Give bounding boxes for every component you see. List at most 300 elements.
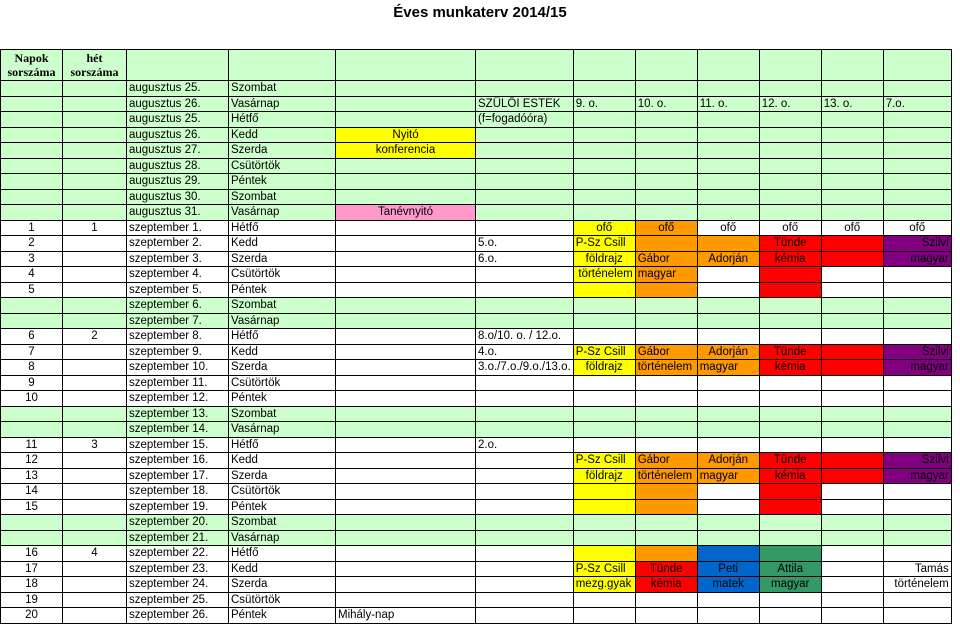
plan-cell	[821, 127, 883, 143]
plan-cell	[821, 282, 883, 298]
day-number-cell: 16	[1, 546, 63, 562]
date-cell: augusztus 28.	[127, 158, 229, 174]
week-number-cell	[63, 282, 127, 298]
date-cell: szeptember 9.	[127, 344, 229, 360]
plan-cell	[635, 112, 697, 128]
plan-cell	[821, 236, 883, 252]
plan-cell	[883, 267, 951, 283]
weekday-cell: Péntek	[229, 391, 336, 407]
day-number-cell	[1, 406, 63, 422]
day-number-cell	[1, 127, 63, 143]
plan-cell	[476, 577, 574, 593]
plan-cell	[336, 546, 476, 562]
plan-cell: Tünde	[635, 561, 697, 577]
week-number-cell	[63, 515, 127, 531]
plan-cell	[821, 608, 883, 624]
plan-cell	[336, 267, 476, 283]
plan-cell	[883, 530, 951, 546]
plan-cell	[759, 298, 821, 314]
plan-cell	[697, 236, 759, 252]
plan-cell	[336, 406, 476, 422]
plan-cell: Tünde	[759, 236, 821, 252]
plan-cell	[821, 313, 883, 329]
plan-cell: kémia	[759, 468, 821, 484]
plan-cell	[759, 437, 821, 453]
week-number-cell	[63, 499, 127, 515]
day-number-cell: 5	[1, 282, 63, 298]
plan-cell	[573, 174, 635, 190]
week-number-cell: 3	[63, 437, 127, 453]
day-number-cell: 15	[1, 499, 63, 515]
weekday-cell: Hétfő	[229, 112, 336, 128]
plan-cell	[697, 406, 759, 422]
plan-cell	[476, 515, 574, 531]
page-title: Éves munkaterv 2014/15	[393, 4, 567, 21]
weekday-cell: Szerda	[229, 468, 336, 484]
date-cell: szeptember 19.	[127, 499, 229, 515]
weekday-cell: Szombat	[229, 81, 336, 97]
plan-cell	[573, 81, 635, 97]
week-number-cell	[63, 189, 127, 205]
date-cell: augusztus 25.	[127, 81, 229, 97]
header-blank	[697, 50, 759, 81]
plan-cell	[883, 484, 951, 500]
plan-cell	[476, 530, 574, 546]
date-cell: szeptember 14.	[127, 422, 229, 438]
plan-cell	[759, 391, 821, 407]
plan-cell	[883, 375, 951, 391]
plan-cell: 4.o.	[476, 344, 574, 360]
table-row	[1, 546, 952, 562]
plan-cell	[821, 251, 883, 267]
plan-cell	[759, 189, 821, 205]
plan-cell	[759, 546, 821, 562]
plan-cell	[476, 468, 574, 484]
plan-cell	[476, 484, 574, 500]
plan-cell	[573, 422, 635, 438]
plan-cell	[759, 329, 821, 345]
plan-cell: (f=fogadóóra)	[476, 112, 574, 128]
plan-cell	[336, 158, 476, 174]
plan-cell: 6.o.	[476, 251, 574, 267]
plan-cell	[697, 313, 759, 329]
weekday-cell: Szombat	[229, 406, 336, 422]
plan-cell	[759, 81, 821, 97]
date-cell: augusztus 29.	[127, 174, 229, 190]
plan-cell	[883, 282, 951, 298]
plan-cell	[821, 468, 883, 484]
day-number-cell: 6	[1, 329, 63, 345]
date-cell: szeptember 16.	[127, 453, 229, 469]
week-number-cell	[63, 375, 127, 391]
day-number-cell: 2	[1, 236, 63, 252]
table-row	[1, 437, 952, 453]
table-row	[1, 329, 952, 345]
weekday-cell: Péntek	[229, 499, 336, 515]
plan-cell	[821, 189, 883, 205]
plan-cell	[883, 437, 951, 453]
plan-cell	[573, 406, 635, 422]
day-number-cell: 10	[1, 391, 63, 407]
plan-cell	[821, 546, 883, 562]
week-number-cell	[63, 391, 127, 407]
plan-cell	[821, 577, 883, 593]
plan-cell	[336, 391, 476, 407]
plan-cell	[759, 499, 821, 515]
day-number-cell	[1, 174, 63, 190]
day-number-cell	[1, 189, 63, 205]
date-cell: szeptember 15.	[127, 437, 229, 453]
plan-cell	[821, 437, 883, 453]
table-row	[1, 282, 952, 298]
week-number-cell	[63, 158, 127, 174]
plan-cell	[336, 437, 476, 453]
plan-cell	[635, 127, 697, 143]
plan-cell: ofő	[573, 220, 635, 236]
plan-cell	[759, 143, 821, 159]
plan-cell	[336, 112, 476, 128]
plan-cell	[635, 282, 697, 298]
weekday-cell: Csütörtök	[229, 267, 336, 283]
plan-cell	[635, 174, 697, 190]
plan-cell	[476, 406, 574, 422]
plan-cell	[476, 143, 574, 159]
plan-cell	[336, 468, 476, 484]
table-row	[1, 96, 952, 112]
plan-cell	[821, 112, 883, 128]
plan-cell	[759, 267, 821, 283]
plan-cell: történelem	[883, 577, 951, 593]
table-row	[1, 174, 952, 190]
weekday-cell: Hétfő	[229, 329, 336, 345]
date-cell: szeptember 13.	[127, 406, 229, 422]
plan-cell	[759, 375, 821, 391]
weekday-cell: Szombat	[229, 189, 336, 205]
plan-cell	[635, 81, 697, 97]
work-plan-table-wrap	[0, 49, 952, 624]
plan-cell: ofő	[635, 220, 697, 236]
header-week-number	[63, 50, 127, 81]
plan-cell	[476, 298, 574, 314]
week-number-cell	[63, 344, 127, 360]
date-cell: szeptember 11.	[127, 375, 229, 391]
plan-cell	[573, 127, 635, 143]
plan-cell: Mihály-nap	[336, 608, 476, 624]
weekday-cell: Hétfő	[229, 546, 336, 562]
plan-cell	[759, 127, 821, 143]
plan-cell: P-Sz Csill	[573, 344, 635, 360]
plan-cell: földrajz	[573, 468, 635, 484]
header-blank	[127, 50, 229, 81]
plan-cell	[336, 592, 476, 608]
date-cell: szeptember 26.	[127, 608, 229, 624]
table-row	[1, 406, 952, 422]
weekday-cell: Szerda	[229, 577, 336, 593]
plan-cell	[476, 313, 574, 329]
day-number-cell: 3	[1, 251, 63, 267]
date-cell: augusztus 30.	[127, 189, 229, 205]
header-blank	[635, 50, 697, 81]
date-cell: szeptember 8.	[127, 329, 229, 345]
plan-cell: 5.o.	[476, 236, 574, 252]
header-row	[1, 50, 952, 81]
table-row	[1, 422, 952, 438]
table-row	[1, 298, 952, 314]
plan-cell	[697, 112, 759, 128]
plan-cell	[635, 205, 697, 221]
plan-cell	[336, 499, 476, 515]
plan-cell	[635, 189, 697, 205]
plan-cell	[573, 592, 635, 608]
weekday-cell: Vasárnap	[229, 313, 336, 329]
plan-cell: történelem	[635, 360, 697, 376]
table-row	[1, 313, 952, 329]
plan-cell	[759, 592, 821, 608]
plan-cell: ofő	[883, 220, 951, 236]
plan-cell: Gábor	[635, 453, 697, 469]
plan-cell	[635, 437, 697, 453]
date-cell: szeptember 21.	[127, 530, 229, 546]
weekday-cell: Szerda	[229, 360, 336, 376]
plan-cell	[573, 189, 635, 205]
plan-cell	[635, 484, 697, 500]
plan-cell	[635, 592, 697, 608]
plan-cell: Adorján	[697, 453, 759, 469]
plan-cell: Gábor	[635, 251, 697, 267]
weekday-cell: Kedd	[229, 127, 336, 143]
plan-cell: 10. o.	[635, 96, 697, 112]
plan-cell	[635, 375, 697, 391]
date-cell: szeptember 2.	[127, 236, 229, 252]
plan-cell: SZÜLŐI ESTEK	[476, 96, 574, 112]
weekday-cell: Szerda	[229, 143, 336, 159]
plan-cell	[476, 561, 574, 577]
plan-cell	[635, 515, 697, 531]
plan-cell: Tamás	[883, 561, 951, 577]
plan-cell	[883, 127, 951, 143]
day-number-cell	[1, 530, 63, 546]
week-number-cell	[63, 205, 127, 221]
plan-cell: 2.o.	[476, 437, 574, 453]
plan-cell	[635, 391, 697, 407]
table-row	[1, 608, 952, 624]
plan-cell	[821, 515, 883, 531]
plan-cell: 12. o.	[759, 96, 821, 112]
date-cell: szeptember 6.	[127, 298, 229, 314]
table-row	[1, 391, 952, 407]
table-row	[1, 220, 952, 236]
day-number-cell: 7	[1, 344, 63, 360]
day-number-cell	[1, 205, 63, 221]
plan-cell	[336, 561, 476, 577]
weekday-cell: Vasárnap	[229, 422, 336, 438]
plan-cell	[336, 174, 476, 190]
table-row	[1, 143, 952, 159]
plan-cell: magyar	[697, 468, 759, 484]
plan-cell	[476, 499, 574, 515]
plan-cell: Peti	[697, 561, 759, 577]
plan-cell: földrajz	[573, 251, 635, 267]
weekday-cell: Csütörtök	[229, 484, 336, 500]
day-number-cell	[1, 143, 63, 159]
plan-cell	[883, 313, 951, 329]
plan-cell	[336, 313, 476, 329]
plan-cell	[336, 329, 476, 345]
week-number-cell: 2	[63, 329, 127, 345]
header-blank	[883, 50, 951, 81]
week-number-cell: 4	[63, 546, 127, 562]
plan-cell	[883, 205, 951, 221]
plan-cell	[821, 530, 883, 546]
week-number-cell	[63, 406, 127, 422]
plan-cell: magyar	[883, 251, 951, 267]
plan-cell	[883, 112, 951, 128]
plan-cell: kémia	[759, 251, 821, 267]
plan-cell	[476, 81, 574, 97]
plan-cell	[635, 422, 697, 438]
plan-cell	[476, 220, 574, 236]
weekday-cell: Vasárnap	[229, 530, 336, 546]
plan-cell	[697, 437, 759, 453]
plan-cell	[883, 608, 951, 624]
date-cell: augusztus 26.	[127, 96, 229, 112]
plan-cell	[635, 329, 697, 345]
day-number-cell: 18	[1, 577, 63, 593]
plan-cell	[821, 81, 883, 97]
day-number-cell: 4	[1, 267, 63, 283]
weekday-cell: Kedd	[229, 236, 336, 252]
date-cell: szeptember 5.	[127, 282, 229, 298]
plan-cell	[759, 484, 821, 500]
header-blank	[573, 50, 635, 81]
plan-cell: Tanévnyitó	[336, 205, 476, 221]
plan-cell	[573, 530, 635, 546]
plan-cell: ofő	[697, 220, 759, 236]
plan-cell	[336, 189, 476, 205]
plan-cell	[476, 127, 574, 143]
weekday-cell: Kedd	[229, 344, 336, 360]
plan-cell	[336, 422, 476, 438]
plan-cell	[821, 375, 883, 391]
plan-cell	[336, 96, 476, 112]
plan-cell	[476, 205, 574, 221]
plan-cell	[821, 561, 883, 577]
day-number-cell: 14	[1, 484, 63, 500]
plan-cell: mezg.gyak	[573, 577, 635, 593]
plan-cell	[476, 189, 574, 205]
date-cell: szeptember 7.	[127, 313, 229, 329]
plan-cell	[821, 499, 883, 515]
plan-cell: magyar	[759, 577, 821, 593]
header-week-number-line1: hét	[86, 51, 103, 65]
plan-cell	[697, 174, 759, 190]
plan-cell	[697, 298, 759, 314]
day-number-cell	[1, 313, 63, 329]
week-number-cell	[63, 112, 127, 128]
plan-cell	[573, 608, 635, 624]
table-row	[1, 112, 952, 128]
plan-cell	[883, 189, 951, 205]
plan-cell	[697, 546, 759, 562]
header-blank	[336, 50, 476, 81]
week-number-cell	[63, 267, 127, 283]
header-day-number	[1, 50, 63, 81]
plan-cell	[573, 375, 635, 391]
week-number-cell	[63, 577, 127, 593]
week-number-cell	[63, 530, 127, 546]
plan-cell	[476, 174, 574, 190]
plan-cell	[635, 499, 697, 515]
week-number-cell	[63, 174, 127, 190]
plan-cell	[821, 298, 883, 314]
plan-cell	[635, 530, 697, 546]
plan-cell	[697, 143, 759, 159]
plan-cell: P-Sz Csill	[573, 236, 635, 252]
day-number-cell: 12	[1, 453, 63, 469]
plan-cell	[883, 158, 951, 174]
plan-cell	[697, 81, 759, 97]
plan-cell	[759, 205, 821, 221]
plan-cell: ofő	[821, 220, 883, 236]
week-number-cell	[63, 251, 127, 267]
date-cell: szeptember 24.	[127, 577, 229, 593]
plan-cell	[821, 267, 883, 283]
table-row	[1, 577, 952, 593]
plan-cell: kémia	[635, 577, 697, 593]
plan-cell: 13. o.	[821, 96, 883, 112]
plan-cell	[336, 220, 476, 236]
day-number-cell: 1	[1, 220, 63, 236]
plan-cell	[476, 608, 574, 624]
plan-cell	[573, 437, 635, 453]
plan-cell	[573, 205, 635, 221]
plan-cell	[697, 499, 759, 515]
date-cell: szeptember 1.	[127, 220, 229, 236]
table-body	[1, 81, 952, 624]
plan-cell: magyar	[635, 267, 697, 283]
plan-cell	[336, 515, 476, 531]
plan-cell	[697, 329, 759, 345]
date-cell: szeptember 3.	[127, 251, 229, 267]
table-row	[1, 468, 952, 484]
plan-cell	[336, 360, 476, 376]
table-row	[1, 515, 952, 531]
table-row	[1, 375, 952, 391]
day-number-cell	[1, 158, 63, 174]
date-cell: augusztus 27.	[127, 143, 229, 159]
plan-cell	[821, 453, 883, 469]
plan-cell	[573, 391, 635, 407]
weekday-cell: Szombat	[229, 298, 336, 314]
plan-cell: Szilvi	[883, 453, 951, 469]
plan-cell	[759, 515, 821, 531]
plan-cell	[821, 422, 883, 438]
plan-cell	[635, 406, 697, 422]
plan-cell	[821, 174, 883, 190]
plan-cell	[697, 189, 759, 205]
week-number-cell	[63, 422, 127, 438]
week-number-cell	[63, 81, 127, 97]
plan-cell	[573, 112, 635, 128]
header-blank	[229, 50, 336, 81]
day-number-cell: 20	[1, 608, 63, 624]
plan-cell	[697, 592, 759, 608]
week-number-cell	[63, 360, 127, 376]
table-row	[1, 267, 952, 283]
plan-cell	[573, 499, 635, 515]
week-number-cell	[63, 127, 127, 143]
plan-cell: történelem	[573, 267, 635, 283]
